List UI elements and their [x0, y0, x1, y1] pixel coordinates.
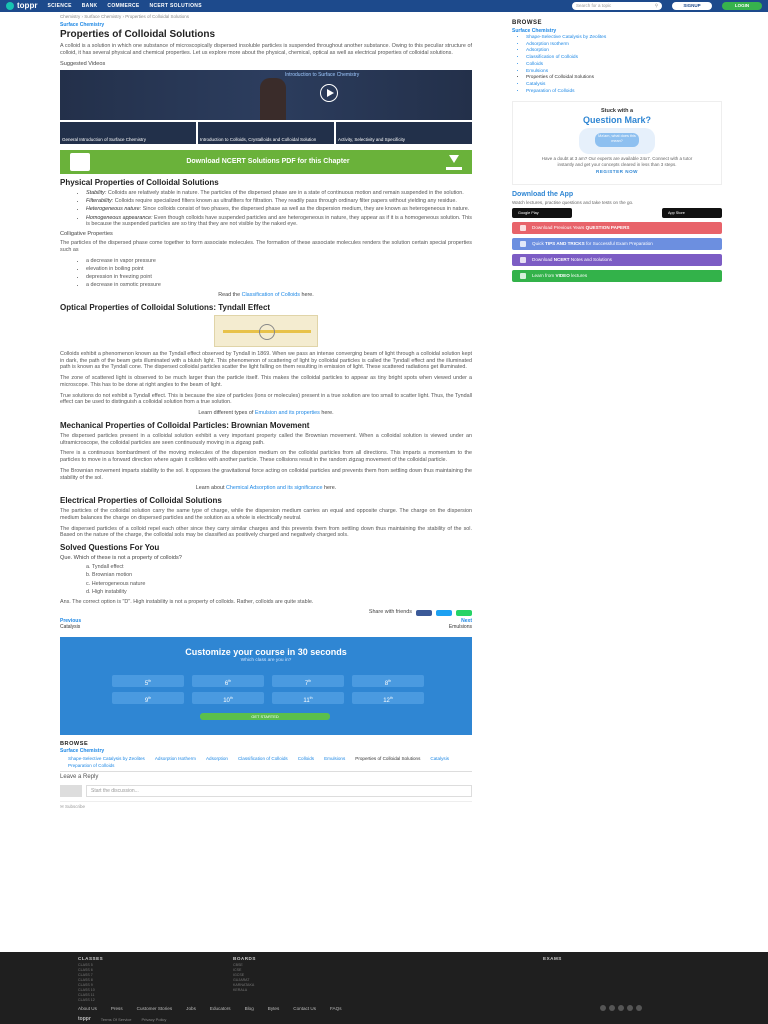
- list-item: [86, 198, 472, 205]
- term-text: Colloids are relatively stable in nature. The particles of the dispersed phase are in a state of continuous motion and remain suspended in the solution.: [106, 189, 464, 196]
- list-item: • a decrease in osmotic pressure: [86, 282, 472, 289]
- avatar: [60, 785, 82, 797]
- footer-links: [78, 1006, 342, 1012]
- customize-subtitle: Which class are you in?: [240, 657, 292, 663]
- mechanical-paragraph-3: The Brownian movement imparts stability to the sol. It opposes the gravitational force acting on colloidal particles and prevents them from settling down thus maintaining the stability of the sol.: [60, 467, 472, 481]
- mechanical-paragraph-2: There is a continuous bombardment of the moving molecules of the dispersion medium on the colloidal particles from all directions. This imparts a momentum to the particles to move in a forward direction where again it collides with another particle. These collisions result in the random zigzag movement of the colloidal particle.: [60, 450, 472, 464]
- flask-icon: [259, 324, 275, 340]
- download-app-title: Download the App: [512, 190, 574, 198]
- subscribe-label: Subscribe: [65, 803, 86, 809]
- colligative-text: The particles of the dispersed phase come together to form associate molecules. The formation of these associate molecules renders the solution certain special properties such as: [60, 240, 472, 253]
- qm-line2: Question Mark?: [582, 114, 651, 125]
- optical-heading: Optical Properties of Colloidal Solutions: Tyndall Effect: [60, 302, 271, 312]
- facebook-icon[interactable]: [600, 1005, 606, 1011]
- video-thumb-title: Activity, Selectivity and Specificity: [338, 137, 405, 143]
- prev-next-nav: [60, 618, 472, 631]
- learn-prefix: Learn about: [195, 485, 226, 492]
- adsorption-link[interactable]: Chemical Adsorption and its significance: [226, 485, 323, 492]
- class-suffix: th: [148, 695, 152, 700]
- footer-link[interactable]: CLASS 10: [78, 988, 95, 993]
- promo-text: Download NCERT Notes and Solutions: [532, 257, 612, 263]
- browse-title: BROWSE: [60, 740, 89, 747]
- physical-heading: Physical Properties of Colloidal Solutions: [60, 177, 219, 187]
- term-text: Even though colloids have suspended particles and are heterogeneous in nature, they appear as if it is a homogeneous solution. This is because the suspended particles are so tiny that they are not visible by the naked eye.: [86, 214, 472, 228]
- optical-paragraph-1: Colloids exhibit a phenomenon known as the Tyndall effect observed by Tyndall in 1869. When we pass an intense converging beam of light through a colloidal solution kept in dark, the path of the beam gets illuminated with a bluish light. This phenomenon of scattering of light by colloidal particles is called the Tyndall effect and the illuminated path is known as the Tyndall cone. The dispersed colloidal particles scatter the light falling on them resulting in emission of light. These scattered radiations get illuminated.: [60, 350, 472, 371]
- browse-link[interactable]: Preparation of Colloids: [68, 762, 115, 768]
- term: Heterogeneous nature:: [86, 206, 142, 213]
- read-more-line: [60, 292, 472, 299]
- footer-link[interactable]: CBSE: [233, 962, 243, 967]
- video-thumb-title: Introduction to Colloids, Crystalloids and Colloidal Solution: [200, 137, 317, 143]
- sidebar-link[interactable]: • Adsorption: [526, 48, 722, 54]
- class-suffix: th: [228, 678, 232, 683]
- page-title: Properties of Colloidal Solutions: [60, 28, 216, 40]
- class-selector: [112, 675, 424, 704]
- electrical-paragraph-2: The dispersed particles of a colloid repel each other since they carry similar charges and this prevents them from settling down thus maintaining the stability of the sol. Based on the nature of the charge, the colloidal sols may be classified as positively charged and negatively charged sols.: [60, 525, 472, 539]
- class-option-9[interactable]: [112, 692, 184, 704]
- mechanical-paragraph-1: The dispersed particles present in a colloidal solution exhibit a very important property called the Brownian movement. When a colloidal solution is viewed under an ultramicroscope, the colloidal particles are seen continuously moving in a zigzag path.: [60, 432, 472, 446]
- browse-link[interactable]: Catalysis: [430, 755, 450, 761]
- video-thumb[interactable]: [198, 122, 334, 144]
- footer-link[interactable]: Educators: [209, 1006, 231, 1011]
- learn-prefix: Learn different types of: [198, 410, 255, 417]
- class-option-10[interactable]: [192, 692, 264, 704]
- footer-link[interactable]: CLASS 12: [78, 998, 95, 1003]
- option-item: b. Brownian motion: [86, 572, 133, 579]
- store-buttons: [512, 208, 722, 218]
- class-suffix: th: [309, 695, 313, 700]
- options-list: [86, 564, 472, 596]
- search-input[interactable]: [572, 2, 662, 10]
- footer-col-states: [388, 956, 543, 1003]
- list-item: • a decrease in vapor pressure: [86, 258, 472, 265]
- class-suffix: th: [229, 695, 233, 700]
- social-icons: [600, 1005, 642, 1011]
- ncert-download-banner[interactable]: [60, 150, 472, 174]
- share-label: Share with friends: [368, 609, 412, 616]
- nav-bank[interactable]: BANK: [81, 2, 98, 9]
- class-option-7[interactable]: [272, 675, 344, 687]
- class-suffix: th: [389, 695, 393, 700]
- app-store-button[interactable]: [662, 208, 722, 218]
- suggested-videos-label: Suggested Videos: [60, 60, 106, 67]
- term: Homogeneous appearance:: [86, 214, 153, 221]
- term: Stability:: [86, 189, 107, 196]
- instagram-icon[interactable]: [627, 1005, 633, 1011]
- footer-link[interactable]: CLASS 5: [78, 962, 93, 967]
- list-item: • elevation in boiling point: [86, 266, 472, 273]
- sidebar-link[interactable]: • Preparation of Colloids: [526, 89, 722, 95]
- class-number: 8: [384, 680, 389, 687]
- class-option-12[interactable]: [352, 692, 424, 704]
- linkedin-icon[interactable]: [636, 1005, 642, 1011]
- optical-paragraph-3: True solutions do not exhibit a Tyndall effect. This is because the size of particles (ions or molecules) present in a true solution are too small to scatter light. Thus, the Tyndall effect can be used to distinguish a colloidal solution from a true solution.: [60, 392, 472, 406]
- footer-link[interactable]: KERALA: [233, 988, 248, 993]
- promo-tips-tricks[interactable]: [512, 238, 722, 250]
- top-navbar: [0, 0, 768, 12]
- get-started-button[interactable]: GET STARTED: [200, 713, 330, 720]
- footer-link[interactable]: IGCSE: [233, 972, 245, 977]
- colligative-label: Colligative Properties: [60, 231, 113, 238]
- twitter-icon[interactable]: [609, 1005, 615, 1011]
- video-icon: [520, 273, 526, 279]
- subscribe-link[interactable]: ✉ Subscribe: [60, 801, 472, 810]
- download-icon: [446, 154, 462, 170]
- footer-link[interactable]: CLASS 6: [78, 967, 93, 972]
- footer-link[interactable]: CLASS 8: [78, 977, 93, 982]
- footer-col-title: BOARDS: [233, 956, 256, 961]
- video-thumb[interactable]: [336, 122, 472, 144]
- footer-link[interactable]: GUJARAT: [233, 977, 250, 982]
- footer-link[interactable]: Bytes: [267, 1006, 280, 1011]
- read-prefix: Read the: [218, 292, 242, 299]
- google-play-label: Google Play: [518, 211, 539, 216]
- document-icon: [520, 225, 526, 231]
- term: Filterability:: [86, 198, 114, 205]
- browse-link[interactable]: Classification of Colloids: [237, 755, 288, 761]
- nav-ncert[interactable]: NCERT SOLUTIONS: [149, 2, 202, 9]
- mechanical-heading: Mechanical Properties of Colloidal Particles: Brownian Movement: [60, 420, 310, 430]
- answer-text: Ans. The correct option is "D". High instability is not a property of colloids. Rather, colloids are quite stable.: [60, 598, 314, 605]
- sidebar-link[interactable]: • Shape-Selective Catalysis by Zeolites: [526, 35, 722, 41]
- learn-suffix: here.: [322, 485, 337, 492]
- browse-link[interactable]: Shape-Selective Catalysis by Zeolites: [68, 755, 145, 761]
- next-link[interactable]: [449, 618, 472, 631]
- nav-science[interactable]: SCIENCE: [47, 2, 72, 9]
- nav-commerce[interactable]: COMMERCE: [107, 2, 140, 9]
- question-text: Que. Which of these is not a property of colloids?: [60, 555, 182, 562]
- lightbulb-icon: [520, 241, 526, 247]
- footer-link[interactable]: Jobs: [186, 1006, 196, 1011]
- footer-link[interactable]: Blog: [244, 1006, 254, 1011]
- sidebar-link[interactable]: • Catalysis: [526, 82, 722, 88]
- physical-list: [86, 190, 472, 228]
- browse-section-bottom: [60, 741, 472, 769]
- footer-link[interactable]: CLASS 11: [78, 993, 95, 998]
- option-item: c. Heterogeneous nature: [86, 580, 146, 587]
- category-link[interactable]: Surface Chemistry: [60, 21, 105, 28]
- video-thumbnails: [60, 122, 472, 144]
- login-button[interactable]: LOGIN: [722, 2, 762, 10]
- app-store-label: App Store: [668, 211, 685, 216]
- download-app-desc: Watch lectures, practise questions and take tests on the go.: [512, 199, 634, 205]
- sidebar-link[interactable]: • Classification of Colloids: [526, 55, 722, 61]
- sidebar-category[interactable]: Surface Chemistry: [512, 27, 557, 34]
- classification-link[interactable]: Classification of Colloids: [241, 292, 301, 299]
- register-now-button[interactable]: REGISTER NOW: [596, 169, 638, 175]
- class-option-11[interactable]: [272, 692, 344, 704]
- main-article: [60, 14, 472, 809]
- footer-link[interactable]: FAQs: [330, 1006, 342, 1011]
- learn-suffix: here.: [319, 410, 334, 417]
- terms-link[interactable]: Terms Of Service: [100, 1016, 132, 1022]
- browse-links: [68, 756, 472, 768]
- class-suffix: th: [388, 678, 392, 683]
- optical-paragraph-2: The zone of scattered light is observed to be much larger than the particle itself. This makes the colloidal particles to appear as tiny bright spots when viewed under a microscope. This has to be done at right angles to the beam of light.: [60, 375, 472, 388]
- footer-col-title: EXAMS: [543, 956, 562, 961]
- learn-adsorption-line: [60, 485, 472, 492]
- brand-name: toppr: [17, 1, 38, 10]
- footer-link[interactable]: CLASS 7: [78, 972, 93, 977]
- book-icon: [520, 257, 526, 263]
- promo-text: Download Previous Years QUESTION PAPERS: [532, 225, 630, 231]
- sidebar-link-current: • Properties of Colloidal Solutions: [526, 75, 722, 81]
- sidebar-link[interactable]: • Adsorption Isotherm: [526, 42, 722, 48]
- download-app-section: [512, 191, 722, 218]
- class-option-5[interactable]: [112, 675, 184, 687]
- class-number: 6: [224, 680, 229, 687]
- youtube-icon[interactable]: [618, 1005, 624, 1011]
- footer-link[interactable]: KARNATAKA: [233, 983, 255, 988]
- presenter-image: [260, 78, 286, 120]
- question-mark-card: [512, 101, 722, 185]
- video-title: Introduction to Surface Chemistry: [285, 71, 360, 78]
- footer-link[interactable]: CLASS 9: [78, 983, 93, 988]
- list-item: • depression in freezing point: [86, 274, 472, 281]
- next-label: Next: [461, 618, 472, 625]
- intro-paragraph: A colloid is a solution in which one substance of microscopically dispersed insoluble particles is suspended throughout another substance. Owing to this peculiar structure of colloid, it has several physical and chemical properties. Let us explore more about the physical, chemical, optical as well as electrical properties of colloidal solutions.: [60, 43, 472, 57]
- promo-text: Learn from VIDEO lectures: [532, 273, 588, 279]
- qm-description: Have a doubt at 3 am? Our experts are available 24x7. Connect with a tutor instantly and get your concepts cleared in less than 3 steps.: [541, 156, 693, 167]
- privacy-link[interactable]: Privacy Policy: [141, 1016, 167, 1022]
- facebook-icon[interactable]: [416, 610, 432, 616]
- footer-bottom: [78, 1016, 166, 1022]
- promo-text: Quick TIPS AND TRICKS for Successful Exam Preparation: [532, 241, 653, 247]
- browse-link[interactable]: Adsorption Isotherm: [154, 755, 196, 761]
- footer-col-classes: [78, 956, 233, 1003]
- student-illustration: [579, 128, 655, 154]
- browse-link[interactable]: Adsorption: [205, 755, 228, 761]
- video-player[interactable]: [60, 70, 472, 120]
- customize-title: Customize your course in 30 seconds: [185, 646, 347, 657]
- footer-link[interactable]: About Us: [78, 1006, 97, 1011]
- comment-input[interactable]: Start the discussion...: [86, 785, 472, 797]
- video-thumb-title: General Introduction of Surface Chemistry: [62, 137, 147, 143]
- share-bar: [60, 609, 472, 616]
- logo-icon: [6, 2, 14, 10]
- footer-link[interactable]: Customer Stories: [136, 1006, 173, 1011]
- qm-line1: Stuck with a: [600, 107, 634, 114]
- signup-button[interactable]: SIGNUP: [672, 2, 712, 10]
- solved-heading: Solved Questions For You: [60, 543, 160, 553]
- browse-link-current: Properties of Colloidal Solutions: [355, 755, 421, 761]
- browse-link[interactable]: Colloids: [297, 755, 315, 761]
- book-icon: [70, 153, 90, 171]
- class-suffix: th: [308, 678, 312, 683]
- sidebar: [512, 20, 722, 282]
- footer-columns: [78, 956, 698, 1003]
- whatsapp-icon[interactable]: [456, 610, 472, 616]
- next-topic: Emulsions: [448, 624, 472, 631]
- sidebar-browse-title: BROWSE: [512, 20, 542, 26]
- sidebar-links: [526, 35, 722, 95]
- previous-link[interactable]: [60, 618, 81, 631]
- list-item: [86, 206, 472, 213]
- term-text: Colloids require specialized filters known as ultrafilters for filtration. They readily pass through ordinary filter papers without yielding any residue.: [113, 198, 457, 205]
- promo-video[interactable]: [512, 270, 722, 282]
- class-suffix: th: [148, 678, 152, 683]
- colligative-list: [86, 258, 472, 290]
- promo-ncert[interactable]: [512, 254, 722, 266]
- footer-col-exams: [543, 956, 698, 1003]
- comment-box: [60, 785, 472, 797]
- footer-brand[interactable]: toppr: [78, 1016, 91, 1022]
- footer-link[interactable]: Press: [110, 1006, 123, 1011]
- list-item: [86, 215, 472, 229]
- class-number: 9: [144, 697, 149, 704]
- option-item: a. Tyndall effect: [86, 564, 124, 571]
- twitter-icon[interactable]: [436, 610, 452, 616]
- footer-col-title: CLASSES: [78, 956, 104, 961]
- tyndall-effect-illustration: [214, 315, 318, 347]
- footer-link[interactable]: Contact Us: [293, 1006, 316, 1011]
- class-number: 12: [383, 697, 390, 704]
- list-item: [86, 190, 472, 197]
- footer: [0, 952, 768, 1024]
- class-number: 5: [144, 680, 149, 687]
- customize-course-panel: [60, 637, 472, 735]
- class-option-8[interactable]: [352, 675, 424, 687]
- option-item: d. High instability: [86, 588, 127, 595]
- footer-col-boards: [233, 956, 388, 1003]
- electrical-heading: Electrical Properties of Colloidal Solutions: [60, 496, 222, 506]
- browse-link[interactable]: Emulsions: [324, 755, 346, 761]
- promo-question-papers[interactable]: [512, 222, 722, 234]
- electrical-paragraph-1: The particles of the colloidal solution carry the same type of charge, while the dispersion medium carries an equal and opposite charge. The charge on the dispersion medium balances the charge on dispersed particles and the solution as a whole is electrically neutral.: [60, 508, 472, 521]
- sidebar-link[interactable]: • Colloids: [526, 62, 722, 68]
- emulsion-link[interactable]: Emulsion and its properties: [254, 410, 320, 417]
- prev-label: Previous: [60, 618, 82, 625]
- prev-topic: Catalysis: [60, 624, 81, 631]
- read-suffix: here.: [300, 292, 314, 299]
- brand-logo[interactable]: [6, 1, 37, 11]
- learn-emulsion-line: [60, 410, 472, 417]
- ncert-banner-text: Download NCERT Solutions PDF for this Chapter: [186, 158, 350, 166]
- search-icon: ⚲: [654, 3, 658, 9]
- class-option-6[interactable]: [192, 675, 264, 687]
- footer-link[interactable]: ICSE: [233, 967, 242, 972]
- class-number: 10: [223, 697, 230, 704]
- search-placeholder: Search for a topic: [576, 3, 612, 9]
- class-number: 7: [304, 680, 309, 687]
- term-text: Since colloids consist of two phases, the dispersed phase as well as the dispersion medium, they are known as heterogeneous in nature.: [141, 206, 470, 213]
- play-icon[interactable]: [320, 84, 338, 102]
- breadcrumb[interactable]: Chemistry › Surface Chemistry › Properties of Colloidal Solutions: [60, 14, 190, 19]
- browse-category[interactable]: Surface Chemistry: [60, 747, 105, 754]
- class-number: 11: [303, 697, 310, 704]
- video-thumb[interactable]: [60, 122, 196, 144]
- speech-bubble: Ma'am, what does this mean?: [595, 133, 639, 147]
- reply-title: Leave a Reply: [60, 771, 472, 782]
- sidebar-link[interactable]: • Emulsions: [526, 69, 722, 75]
- google-play-button[interactable]: [512, 208, 572, 218]
